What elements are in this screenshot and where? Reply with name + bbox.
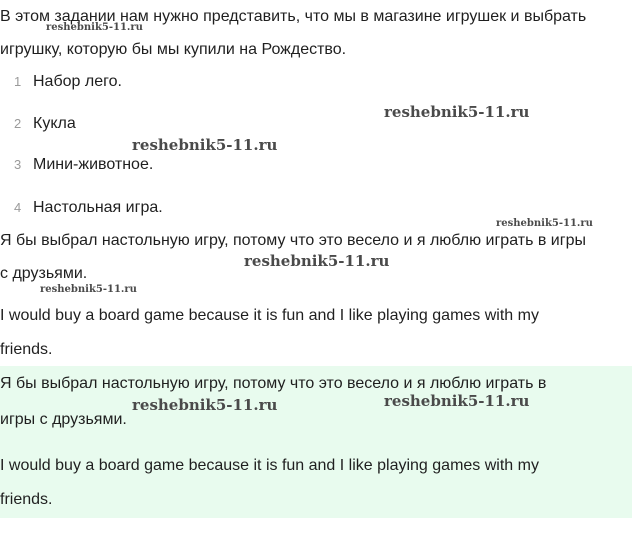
highlight-ru-line-1: Я бы выбрал настольную игру, потому что это весело и я люблю играть в (0, 375, 547, 392)
highlight-en-line-2: friends. (0, 491, 53, 508)
watermark: reshebnik5-11.ru (496, 218, 593, 229)
list-item-text: Настольная игра. (33, 199, 163, 216)
list-number: 4 (14, 200, 22, 215)
intro-line-1: В этом задании нам нужно представить, что мы в магазине игрушек и выбрать (0, 8, 587, 25)
intro-line-2: игрушку, которую бы мы купили на Рождество. (0, 41, 347, 58)
list-item-text: Набор лего. (33, 73, 122, 90)
watermark: reshebnik5-11.ru (384, 392, 530, 410)
highlight-ru-line-2: игры с друзьями. (0, 411, 127, 428)
watermark: reshebnik5-11.ru (46, 22, 143, 33)
answer-ru-line-2: с друзьями. (0, 265, 88, 282)
highlight-en-line-1: I would buy a board game because it is fun and I like playing games with my (0, 457, 539, 474)
list-number: 1 (14, 74, 22, 89)
list-number: 3 (14, 157, 22, 172)
list-item-text: Мини-животное. (33, 156, 154, 173)
watermark: reshebnik5-11.ru (132, 396, 278, 414)
watermark: reshebnik5-11.ru (244, 252, 390, 270)
answer-en-line-1: I would buy a board game because it is fun and I like playing games with my (0, 307, 539, 324)
answer-ru-line-1: Я бы выбрал настольную игру, потому что это весело и я люблю играть в игры (0, 232, 586, 249)
list-item-text: Кукла (33, 115, 76, 132)
watermark: reshebnik5-11.ru (384, 103, 530, 121)
answer-en-line-2: friends. (0, 341, 53, 358)
list-number: 2 (14, 116, 22, 131)
watermark: reshebnik5-11.ru (40, 284, 137, 295)
watermark: reshebnik5-11.ru (132, 136, 278, 154)
